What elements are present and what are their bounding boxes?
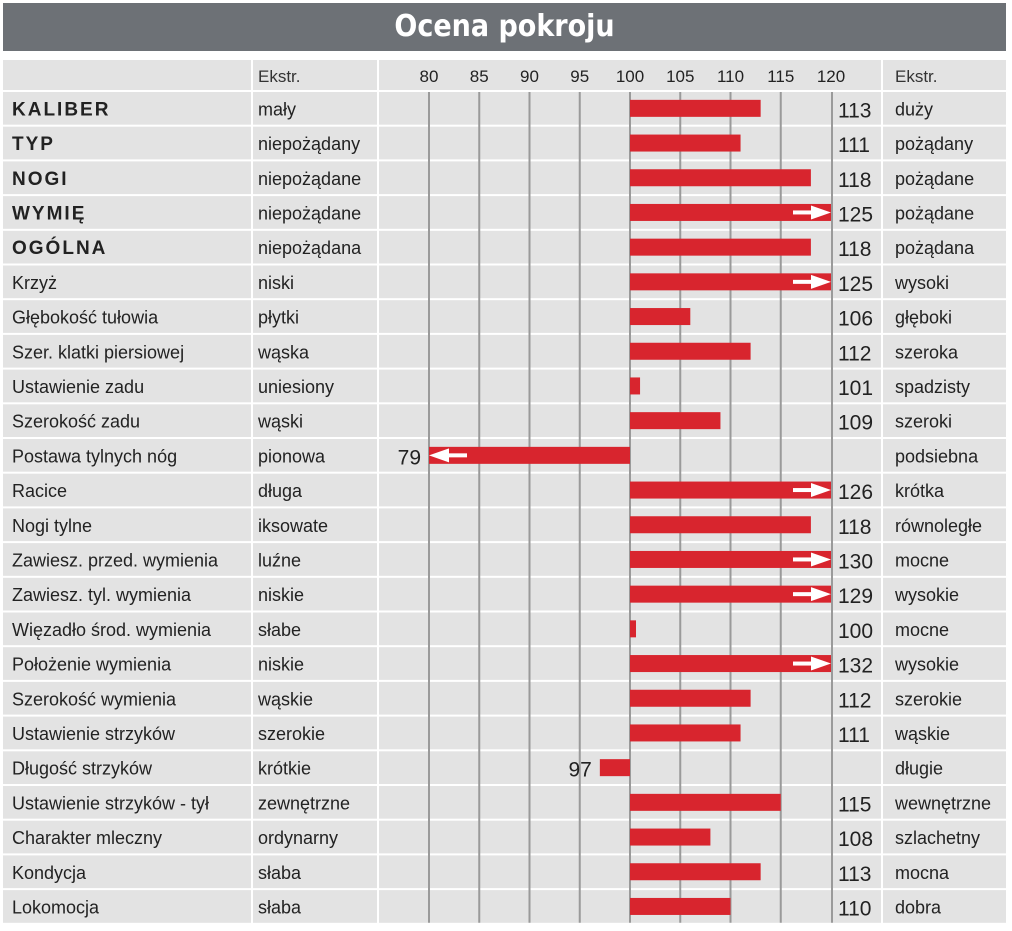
low-extreme-label: niepożądana [258, 238, 362, 259]
value-label: 125 [838, 203, 874, 227]
right-extreme-header: Ekstr. [895, 67, 938, 86]
low-extreme-label: płytki [258, 307, 300, 328]
value-label: 115 [838, 793, 872, 817]
trait-label: Ustawienie strzyków - tył [12, 793, 210, 814]
bar [630, 516, 811, 533]
low-extreme-label: pionowa [258, 446, 326, 467]
high-extreme-label: szerokie [895, 689, 963, 710]
low-extreme-label: niskie [258, 654, 305, 675]
high-extreme-label: wysokie [895, 585, 960, 606]
bar [630, 898, 731, 915]
low-extreme-label: niepożądane [258, 203, 362, 224]
bar [630, 863, 761, 880]
low-extreme-label: wąska [258, 342, 310, 363]
trait-label: Długość strzyków [12, 758, 153, 779]
x-tick-label: 80 [419, 67, 439, 86]
trait-label: Postawa tylnych nóg [12, 446, 178, 467]
chart-title: Ocena pokroju [3, 3, 1006, 51]
overflow-arrow-shaft [793, 557, 811, 561]
high-extreme-label: wewnętrzne [895, 793, 992, 814]
bar [630, 169, 811, 186]
trait-label: Charakter mleczny [12, 828, 163, 849]
x-tick-label: 85 [469, 67, 489, 86]
high-extreme-label: głęboki [895, 307, 953, 328]
overflow-arrow-shaft [793, 210, 811, 214]
bar [630, 724, 741, 741]
bar [630, 377, 640, 394]
low-extreme-label: zewnętrzne [258, 793, 351, 814]
trait-label: Szerokość wymienia [12, 689, 177, 710]
bar [630, 135, 741, 152]
high-extreme-label: mocna [895, 862, 950, 883]
high-extreme-label: długie [895, 758, 944, 779]
value-label: 126 [838, 481, 874, 505]
low-extreme-label: uniesiony [258, 376, 335, 397]
bar [630, 308, 690, 325]
trait-label: TYP [12, 134, 55, 156]
low-extreme-label: słaba [258, 862, 302, 883]
value-label: 118 [838, 238, 872, 262]
high-extreme-label: wysokie [895, 654, 960, 675]
low-extreme-label: krótkie [258, 758, 312, 779]
trait-label: Kondycja [12, 862, 87, 883]
trait-label: Krzyż [12, 272, 57, 293]
value-label: 111 [838, 723, 870, 747]
high-extreme-label: duży [895, 99, 934, 120]
high-extreme-label: szlachetny [895, 828, 981, 849]
value-label: 113 [838, 862, 872, 886]
value-label: 112 [838, 689, 872, 713]
low-extreme-label: luźne [258, 550, 302, 571]
overflow-arrow-shaft [793, 488, 811, 492]
high-extreme-label: szeroka [895, 342, 959, 363]
value-label: 97 [568, 758, 592, 782]
trait-label: Nogi tylne [12, 515, 93, 536]
bar [600, 759, 630, 776]
trait-label: Lokomocja [12, 897, 100, 918]
low-extreme-label: wąski [258, 411, 304, 432]
trait-label: OGÓLNA [12, 238, 108, 260]
low-extreme-label: ordynarny [258, 828, 339, 849]
value-label: 118 [838, 168, 872, 192]
low-extreme-label: słabe [258, 619, 302, 640]
header-cell-trait [3, 60, 251, 90]
high-extreme-label: pożądany [895, 134, 974, 155]
trait-label: WYMIĘ [12, 203, 87, 225]
overflow-arrow-shaft [793, 592, 811, 596]
low-extreme-label: mały [258, 99, 297, 120]
high-extreme-label: pożądane [895, 168, 975, 189]
value-label: 113 [838, 99, 872, 123]
overflow-arrow-shaft [449, 453, 467, 457]
value-label: 110 [838, 897, 872, 921]
trait-label: NOGI [12, 168, 69, 190]
trait-label: Szer. klatki piersiowej [12, 342, 185, 363]
low-extreme-label: niepożądany [258, 134, 361, 155]
low-extreme-label: długa [258, 481, 303, 502]
bar [630, 100, 761, 117]
high-extreme-label: pożądana [895, 238, 975, 259]
value-label: 111 [838, 134, 870, 158]
value-label: 129 [838, 585, 874, 609]
low-extreme-label: wąskie [258, 689, 314, 710]
x-tick-label: 115 [767, 67, 795, 86]
low-extreme-label: słaba [258, 897, 302, 918]
x-tick-label: 100 [615, 67, 645, 86]
high-extreme-label: wąskie [895, 723, 951, 744]
overflow-arrow-shaft [793, 662, 811, 666]
high-extreme-label: krótka [895, 481, 945, 502]
x-tick-label: 95 [570, 67, 590, 86]
value-label: 100 [838, 619, 874, 643]
bar [630, 620, 636, 637]
value-label: 108 [838, 828, 874, 852]
value-label: 79 [397, 446, 421, 470]
x-tick-label: 105 [666, 67, 695, 86]
high-extreme-label: spadzisty [895, 376, 971, 397]
high-extreme-label: podsiebna [895, 446, 979, 467]
x-tick-label: 120 [816, 67, 846, 86]
trait-label: Głębokość tułowia [12, 307, 159, 328]
bar [630, 690, 751, 707]
trait-label: Ustawienie zadu [12, 376, 145, 397]
low-extreme-label: niskie [258, 585, 305, 606]
value-label: 118 [838, 515, 872, 539]
left-extreme-header: Ekstr. [258, 67, 301, 86]
x-tick-label: 110 [716, 67, 745, 86]
overflow-arrow-shaft [793, 280, 811, 284]
value-label: 130 [838, 550, 874, 574]
low-extreme-label: niski [258, 272, 295, 293]
x-tick-label: 90 [520, 67, 539, 86]
high-extreme-label: mocne [895, 619, 950, 640]
high-extreme-label: szeroki [895, 411, 953, 432]
trait-label: Zawiesz. tyl. wymienia [12, 585, 192, 606]
high-extreme-label: wysoki [895, 272, 950, 293]
trait-label: KALIBER [12, 99, 111, 121]
bar [630, 794, 781, 811]
value-label: 125 [838, 272, 874, 296]
high-extreme-label: równoległe [895, 515, 983, 536]
bar [630, 829, 710, 846]
trait-label: Ustawienie strzyków [12, 723, 176, 744]
value-label: 101 [838, 376, 874, 400]
high-extreme-label: dobra [895, 897, 942, 918]
value-label: 109 [838, 411, 874, 435]
bar [630, 239, 811, 256]
high-extreme-label: mocne [895, 550, 950, 571]
low-extreme-label: iksowate [258, 515, 329, 536]
low-extreme-label: niepożądane [258, 168, 362, 189]
trait-label: Więzadło środ. wymienia [12, 619, 212, 640]
high-extreme-label: pożądane [895, 203, 975, 224]
trait-label: Położenie wymienia [12, 654, 172, 675]
trait-label: Szerokość zadu [12, 411, 141, 432]
low-extreme-label: szerokie [258, 723, 326, 744]
bar [630, 343, 751, 360]
bar [630, 412, 720, 429]
trait-label: Zawiesz. przed. wymienia [12, 550, 219, 571]
value-label: 132 [838, 654, 874, 678]
trait-label: Racice [12, 481, 68, 502]
value-label: 106 [838, 307, 874, 331]
value-label: 112 [838, 342, 872, 366]
